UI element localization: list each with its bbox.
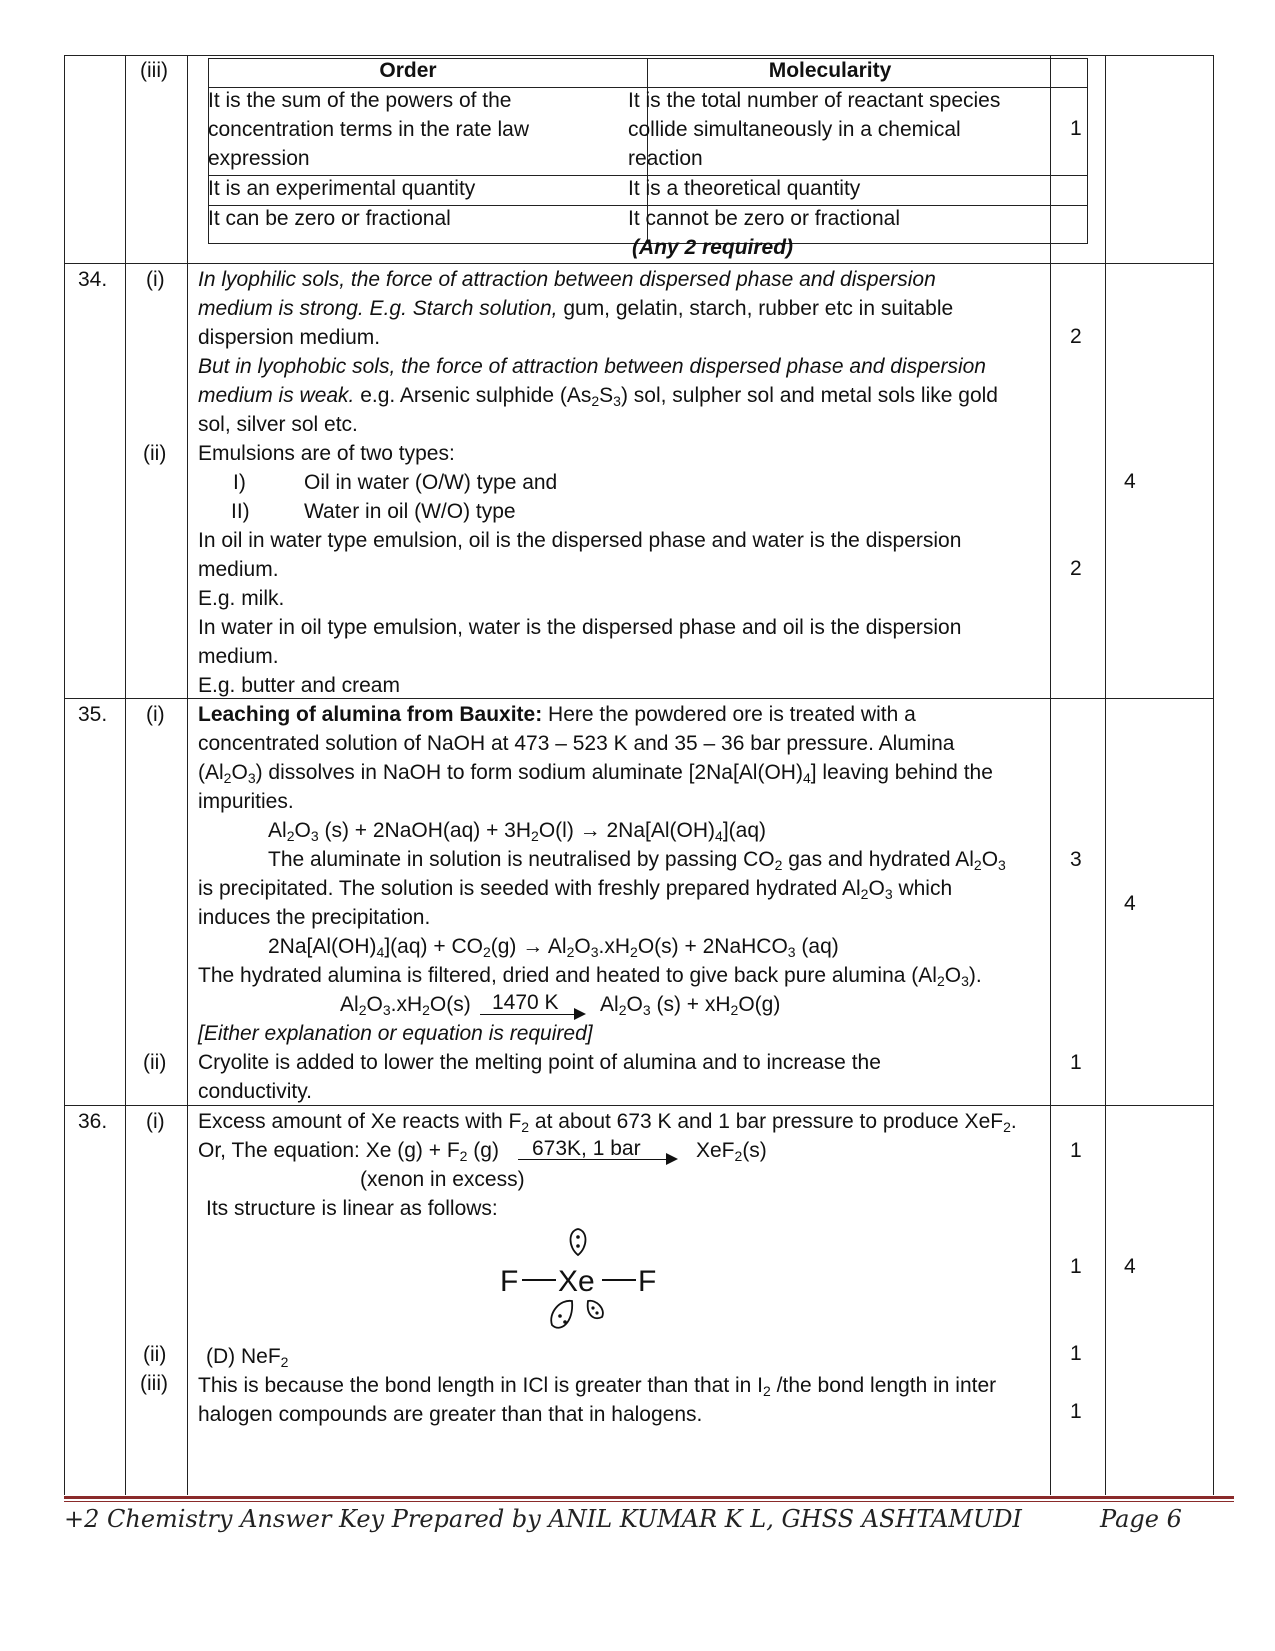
text-line: medium is weak. e.g. Arsenic sulphide $(As_2S_3)$ sol, sulpher sol and metal sols like gold <box>198 384 998 409</box>
subpart-label: (i) <box>146 268 165 291</box>
text-line: impurities. <box>198 790 294 813</box>
text-line: XeF$_2$(s) <box>696 1139 767 1164</box>
equation: $Al_2O_3.xH_2O(s)$ <box>340 993 471 1018</box>
text-line: induces the precipitation. <box>198 906 431 929</box>
text-line: E.g. butter and cream <box>198 674 400 697</box>
column-divider <box>1050 55 1051 1495</box>
text-line: E.g. milk. <box>198 587 285 610</box>
subpart-label: (ii) <box>143 442 167 465</box>
text-line: sol, silver sol etc. <box>198 413 358 436</box>
table-header-order: Order <box>379 59 437 82</box>
any-2-note: (Any 2 required) <box>632 236 794 259</box>
mark: 1 <box>1070 1051 1082 1074</box>
note: [Either explanation or equation is required] <box>198 1022 593 1045</box>
molecularity-cell: It cannot be zero or fractional <box>628 207 900 230</box>
text-line: Emulsions are of two types: <box>198 442 455 465</box>
mark: 2 <box>1070 325 1082 348</box>
text-line: The hydrated alumina is filtered, dried and heated to give back pure alumina $(Al_2O_3)$. <box>198 964 982 989</box>
lone-pair-bottom-left <box>551 1301 572 1328</box>
molecularity-cell: It is a theoretical quantity <box>628 177 861 200</box>
reaction-condition: 673K, 1 bar <box>532 1137 641 1160</box>
list-item: Water in oil (W/O) type <box>304 500 516 523</box>
text-line: In lyophilic sols, the force of attraction between dispersed phase and dispersion <box>198 268 936 291</box>
list-item: Oil in water (O/W) type and <box>304 471 558 494</box>
text-line: is precipitated. The solution is seeded with freshly prepared hydrated $Al_2O_3$ which <box>198 877 953 902</box>
list-number: II) <box>231 500 250 523</box>
row-divider <box>64 263 1214 264</box>
reaction-condition: 1470 K <box>492 991 559 1014</box>
xef2-structure-diagram <box>490 1225 670 1335</box>
molecularity-definition-line: It is the total number of reactant species <box>628 89 1001 112</box>
question-number: 36. <box>78 1110 108 1133</box>
mark: 1 <box>1070 117 1082 140</box>
text-line: conductivity. <box>198 1080 312 1103</box>
text-line: (xenon in excess) <box>360 1168 525 1191</box>
subpart-label: (i) <box>146 703 165 726</box>
text-line: concentrated solution of NaOH at 473 – 523 K and 35 – 36 bar pressure. Alumina <box>198 732 955 755</box>
text-line: But in lyophobic sols, the force of attraction between dispersed phase and dispersion <box>198 355 986 378</box>
text-line: Excess amount of Xe reacts with $F_2$ at about 673 K and 1 bar pressure to produce XeF$_2$. <box>198 1110 1017 1135</box>
text-line: (D) NeF$_2$ <box>206 1345 289 1370</box>
column-divider <box>125 55 126 1495</box>
subpart-label: (ii) <box>143 1343 167 1366</box>
lone-pair-top <box>571 1229 586 1255</box>
text-line: The aluminate in solution is neutralised by passing $CO_2$ gas and hydrated $Al_2O_3$ <box>268 848 1006 873</box>
column-divider <box>187 55 188 1495</box>
equation: $Al_2O_3$ $(s) + xH_2O(g)$ <box>600 993 781 1018</box>
fluorine-left-label: F <box>500 1265 519 1298</box>
subpart-label: (i) <box>146 1110 165 1133</box>
mark: 2 <box>1070 557 1082 580</box>
mark: 1 <box>1070 1342 1082 1365</box>
footer-rule <box>64 1501 1234 1502</box>
subpart-label: (ii) <box>143 1051 167 1074</box>
text-line: In oil in water type emulsion, oil is the dispersed phase and water is the dispersion <box>198 529 962 552</box>
reaction-arrow <box>518 1159 668 1160</box>
text-line: Cryolite is added to lower the melting point of alumina and to increase the <box>198 1051 881 1074</box>
order-cell: It is an experimental quantity <box>208 177 476 200</box>
text-line: This is because the bond length in ICl is greater than that in $I_2$ /the bond length in inter <box>198 1374 997 1399</box>
order-definition-line: expression <box>208 147 310 170</box>
text-line: medium is strong. E.g. Starch solution, gum, gelatin, starch, rubber etc in suitable <box>198 297 954 320</box>
footer-credit: +2 Chemistry Answer Key Prepared by ANIL KUMAR K L, GHSS ASHTAMUDI <box>64 1505 1022 1533</box>
text-line: dispersion medium. <box>198 326 381 349</box>
mark: 3 <box>1070 848 1082 871</box>
text-line: Leaching of alumina from Bauxite: Here the powdered ore is treated with a <box>198 703 916 726</box>
mark: 1 <box>1070 1400 1082 1423</box>
equation: $Al_2O_3$ (s) + 2NaOH(aq) + $3H_2O(l) \to 2Na[Al(OH)_4](aq)$ <box>268 819 766 844</box>
text-line: halogen compounds are greater than that in halogens. <box>198 1403 703 1426</box>
total-mark: 4 <box>1124 470 1136 493</box>
total-mark: 4 <box>1124 1255 1136 1278</box>
text-line: Its structure is linear as follows: <box>206 1197 498 1220</box>
mark: 1 <box>1070 1255 1082 1278</box>
text-line: $(Al_2O_3)$ dissolves in NaOH to form sodium aluminate [$2Na[Al(OH)_4]$ leaving behind the <box>198 761 993 786</box>
text-line: Or, The equation: Xe $(g) + F_2$ (g) <box>198 1139 499 1164</box>
molecularity-definition-line: reaction <box>628 147 703 170</box>
text-line: medium. <box>198 558 279 581</box>
subpart-label: (iii) <box>140 1372 168 1395</box>
fluorine-right-label: F <box>638 1265 657 1298</box>
page-number: Page 6 <box>1100 1505 1182 1533</box>
question-number: 34. <box>78 268 108 291</box>
question-number: 35. <box>78 703 108 726</box>
order-definition-line: concentration terms in the rate law <box>208 118 529 141</box>
total-mark: 4 <box>1124 892 1136 915</box>
molecularity-definition-line: collide simultaneously in a chemical <box>628 118 961 141</box>
lone-pair-bottom-right <box>588 1301 603 1318</box>
table-header-molecularity: Molecularity <box>768 59 892 82</box>
xenon-label: Xe <box>558 1265 595 1298</box>
order-definition-line: It is the sum of the powers of the <box>208 89 512 112</box>
text-line: In water in oil type emulsion, water is the dispersed phase and oil is the dispersion <box>198 616 962 639</box>
q33-subpart: (iii) <box>140 59 168 82</box>
order-cell: It can be zero or fractional <box>208 207 451 230</box>
list-number: I) <box>233 471 246 494</box>
reaction-arrow-head <box>666 1153 678 1165</box>
footer-rule <box>64 1496 1234 1499</box>
text-line: medium. <box>198 645 279 668</box>
mark: 1 <box>1070 1139 1082 1162</box>
equation: $2Na[Al(OH)_4](aq) + CO_2(g) \to Al_2O_3.xH_2O(s)$ + 2NaHCO$_3$ (aq) <box>268 935 839 960</box>
reaction-arrow <box>480 1014 576 1015</box>
column-divider <box>1105 55 1106 1495</box>
